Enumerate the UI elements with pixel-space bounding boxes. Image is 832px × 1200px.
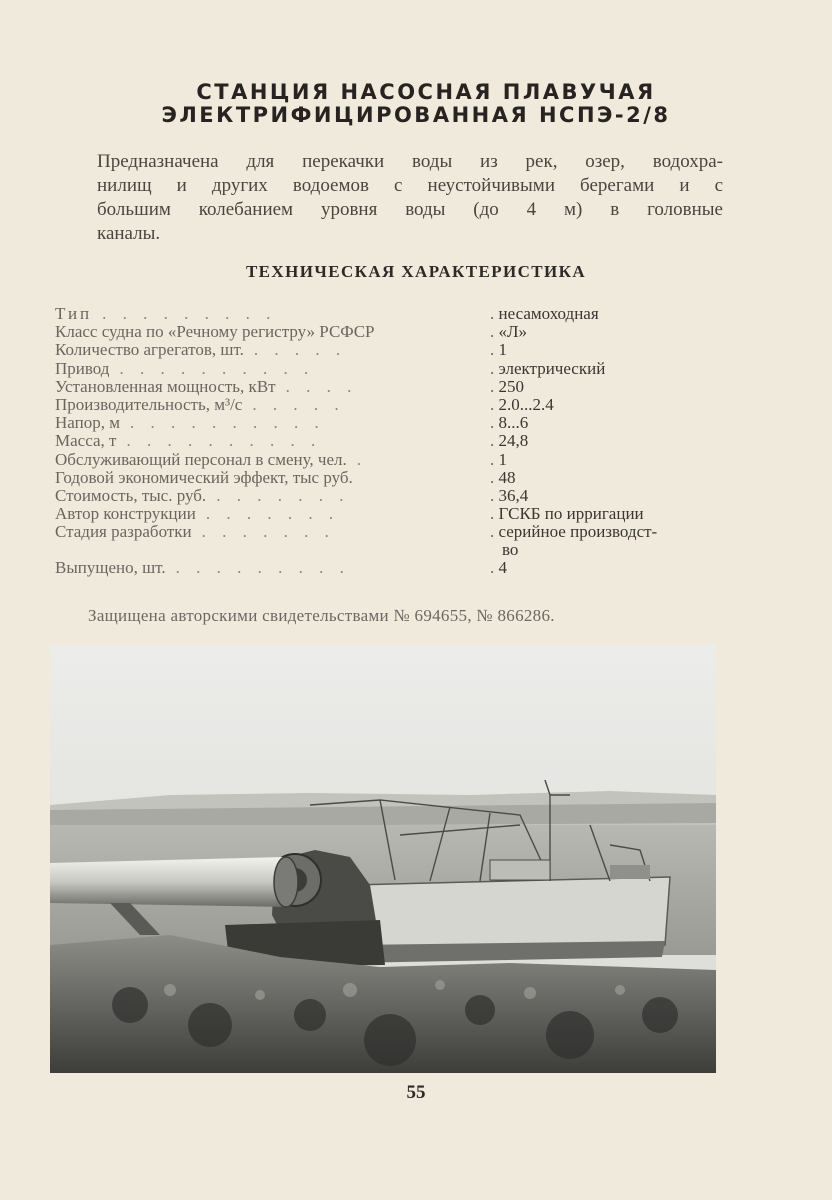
document-title-line-1: СТАНЦИЯ НАСОСНАЯ ПЛАВУЧАЯ	[196, 80, 656, 104]
spec-value: . ГСКБ по ирригации	[490, 505, 644, 523]
spec-row: Обслуживающий персонал в смену, чел. . . 1	[55, 451, 755, 469]
spec-row: Автор конструкции . . . . . . . . ГСКБ по ирригации	[55, 505, 755, 523]
specifications-heading: ТЕХНИЧЕСКАЯ ХАРАКТЕРИСТИКА	[245, 262, 587, 281]
spec-value: . 2.0...2.4	[490, 396, 554, 414]
spec-value: . 48	[490, 469, 516, 487]
photo-illustration	[50, 645, 716, 1073]
spec-row: Тип . . . . . . . . . . несамоходная	[55, 305, 755, 323]
spec-row: Стадия разработки . . . . . . . . серийное производст- во	[55, 523, 755, 559]
spec-row: Привод . . . . . . . . . . . электрический	[55, 360, 755, 378]
spec-row: Масса, т . . . . . . . . . . . 24,8	[55, 432, 755, 450]
spec-label: Стоимость, тыс. руб.	[55, 486, 207, 505]
spec-row: Напор, м . . . . . . . . . . . 8...6	[55, 414, 755, 432]
spec-label: Выпущено, шт.	[55, 559, 166, 578]
patent-note: Защищена авторскими свидетельствами № 694655, № 866286.	[88, 606, 555, 625]
spec-label: Производительность, м³/с	[55, 395, 243, 414]
spec-label: Годовой экономический эффект, тыс руб.	[55, 468, 353, 487]
document-title-line-2: ЭЛЕКТРИФИЦИРОВАННАЯ НСПЭ-2/8	[161, 103, 671, 127]
spec-value: . 36,4	[490, 487, 528, 505]
spec-label: Установленная мощность, кВт	[55, 377, 276, 396]
spec-value-continued: во	[502, 540, 519, 560]
spec-value: . 1	[490, 451, 507, 469]
spec-value: . 4	[490, 559, 507, 577]
spec-value: серийное производст-	[498, 522, 658, 542]
pump-station-photo	[50, 645, 716, 1073]
spec-value: . 8...6	[490, 414, 528, 432]
intro-line: большим колебанием уровня воды (до 4 м) в головные	[97, 199, 723, 220]
spec-value: . несамоходная	[490, 305, 599, 323]
intro-line: Предназначена для перекачки воды из рек, озер, водохра-	[97, 151, 723, 172]
spec-label: Напор, м	[55, 414, 120, 433]
intro-paragraph	[97, 150, 723, 246]
spec-value: . 1	[490, 341, 507, 359]
spec-label: Тип	[55, 305, 93, 323]
page-number: 55	[406, 1082, 426, 1103]
spec-row: Стоимость, тыс. руб. . . . . . . . . 36,4	[55, 487, 755, 505]
intro-line: каналы.	[97, 223, 161, 244]
spec-row: Установленная мощность, кВт . . . . . 250	[55, 378, 755, 396]
spec-value: . 250	[490, 378, 524, 396]
intro-line: нилищ и других водоемов с неустойчивыми берегами и с	[97, 175, 723, 196]
spec-label: Обслуживающий персонал в смену, чел.	[55, 450, 347, 469]
spec-label: Стадия разработки	[55, 523, 192, 542]
spec-label: Автор конструкции	[55, 505, 196, 524]
spec-label: Количество агрегатов, шт.	[55, 341, 244, 360]
spec-row: Производительность, м³/с . . . . . . 2.0...2.4	[55, 396, 755, 414]
specifications-table	[55, 305, 755, 577]
spec-row	[55, 469, 755, 487]
spec-value: . «Л»	[490, 323, 527, 341]
spec-row: Количество агрегатов, шт. . . . . . . 1	[55, 341, 755, 359]
spec-value: . 24,8	[490, 432, 528, 450]
spec-label: Класс судна по «Речному регистру» РСФСР	[55, 323, 375, 342]
spec-value: . электрический	[490, 360, 605, 378]
spec-row	[55, 323, 755, 341]
spec-row: Выпущено, шт. . . . . . . . . . . 4	[55, 559, 755, 577]
spec-label: Привод	[55, 359, 110, 378]
spec-label: Масса, т	[55, 432, 117, 451]
